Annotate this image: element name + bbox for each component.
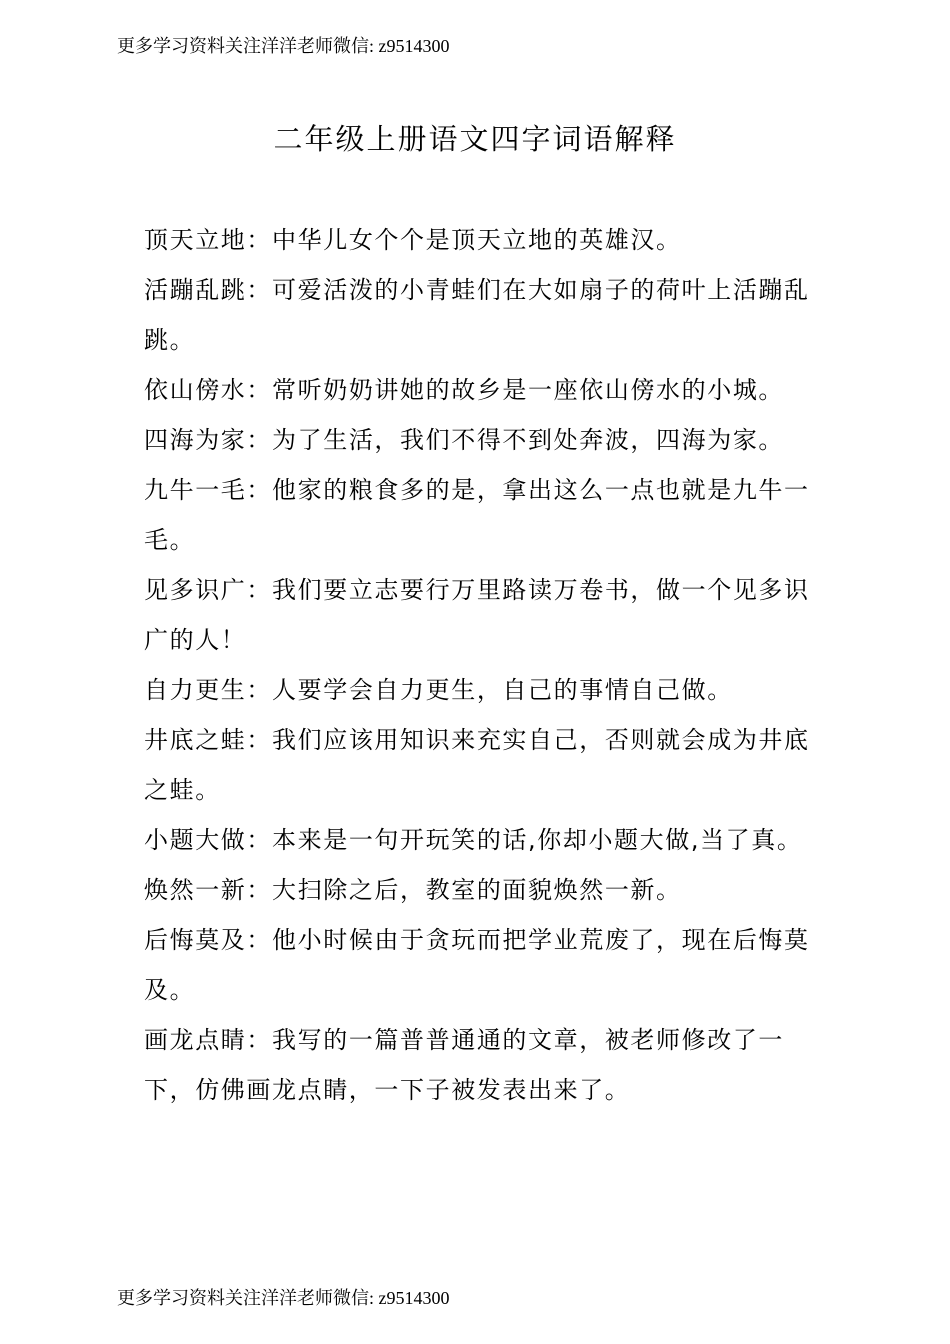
vocabulary-list <box>144 215 812 1115</box>
vocabulary-entry <box>144 715 812 815</box>
entry-term: 自力更生 <box>144 676 247 704</box>
vocabulary-entry <box>144 365 812 415</box>
vocabulary-entry <box>144 1015 812 1115</box>
entry-term: 后悔莫及 <box>144 926 247 954</box>
entry-colon: ： <box>246 376 273 404</box>
entry-sentence: 人要学会自力更生，自己的事情自己做。 <box>272 676 733 704</box>
entry-sentence: 我们应该用知识来充实自己，否则就会成为井底之蛙。 <box>144 726 810 804</box>
vocabulary-entry <box>144 915 812 1015</box>
entry-term: 画龙点睛 <box>144 1026 247 1054</box>
vocabulary-entry <box>144 565 812 665</box>
entry-sentence: 他小时候由于贪玩而把学业荒废了，现在后悔莫及。 <box>144 926 810 1004</box>
page-title: 二年级上册语文四字词语解释 <box>273 122 677 156</box>
entry-sentence: 中华儿女个个是顶天立地的英雄汉。 <box>272 226 682 254</box>
vocabulary-entry <box>144 415 812 465</box>
entry-sentence: 他家的粮食多的是，拿出这么一点也就是九牛一毛。 <box>144 476 810 554</box>
vocabulary-entry <box>144 265 812 365</box>
entry-term: 活蹦乱跳 <box>144 276 247 304</box>
entry-term: 见多识广 <box>144 576 247 604</box>
entry-term: 九牛一毛 <box>144 476 247 504</box>
vocabulary-entry <box>144 815 812 865</box>
entry-sentence: 我们要立志要行万里路读万卷书，做一个见多识广的人！ <box>144 576 810 654</box>
entry-sentence: 我写的一篇普普通通的文章，被老师修改了一下，仿佛画龙点睛，一下子被发表出来了。 <box>144 1026 785 1104</box>
entry-colon: ： <box>246 726 273 754</box>
entry-term: 小题大做 <box>144 826 247 854</box>
entry-sentence: 本来是一句开玩笑的话,你却小题大做,当了真。 <box>272 826 803 854</box>
vocabulary-entry <box>144 465 812 565</box>
vocabulary-entry <box>144 865 812 915</box>
vocabulary-entry <box>144 665 812 715</box>
vocabulary-entry <box>144 215 812 265</box>
entry-colon: ： <box>246 476 273 504</box>
entry-colon: ： <box>246 576 273 604</box>
entry-sentence: 大扫除之后，教室的面貌焕然一新。 <box>272 876 682 904</box>
entry-colon: ： <box>246 1026 273 1054</box>
entry-term: 顶天立地 <box>144 226 247 254</box>
entry-colon: ： <box>246 226 273 254</box>
entry-term: 依山傍水 <box>144 376 247 404</box>
entry-colon: ： <box>246 826 273 854</box>
footer-note: 更多学习资料关注洋洋老师微信: z9514300 <box>117 1288 450 1308</box>
entry-colon: ： <box>246 426 273 454</box>
header-note: 更多学习资料关注洋洋老师微信: z9514300 <box>117 36 450 56</box>
entry-colon: ： <box>246 276 273 304</box>
entry-sentence: 可爱活泼的小青蛙们在大如扇子的荷叶上活蹦乱跳。 <box>144 276 810 354</box>
entry-term: 焕然一新 <box>144 876 247 904</box>
entry-term: 四海为家 <box>144 426 247 454</box>
entry-colon: ： <box>246 676 273 704</box>
entry-sentence: 常听奶奶讲她的故乡是一座依山傍水的小城。 <box>272 376 785 404</box>
entry-sentence: 为了生活，我们不得不到处奔波，四海为家。 <box>272 426 785 454</box>
entry-colon: ： <box>246 926 273 954</box>
entry-term: 井底之蛙 <box>144 726 247 754</box>
entry-colon: ： <box>246 876 273 904</box>
